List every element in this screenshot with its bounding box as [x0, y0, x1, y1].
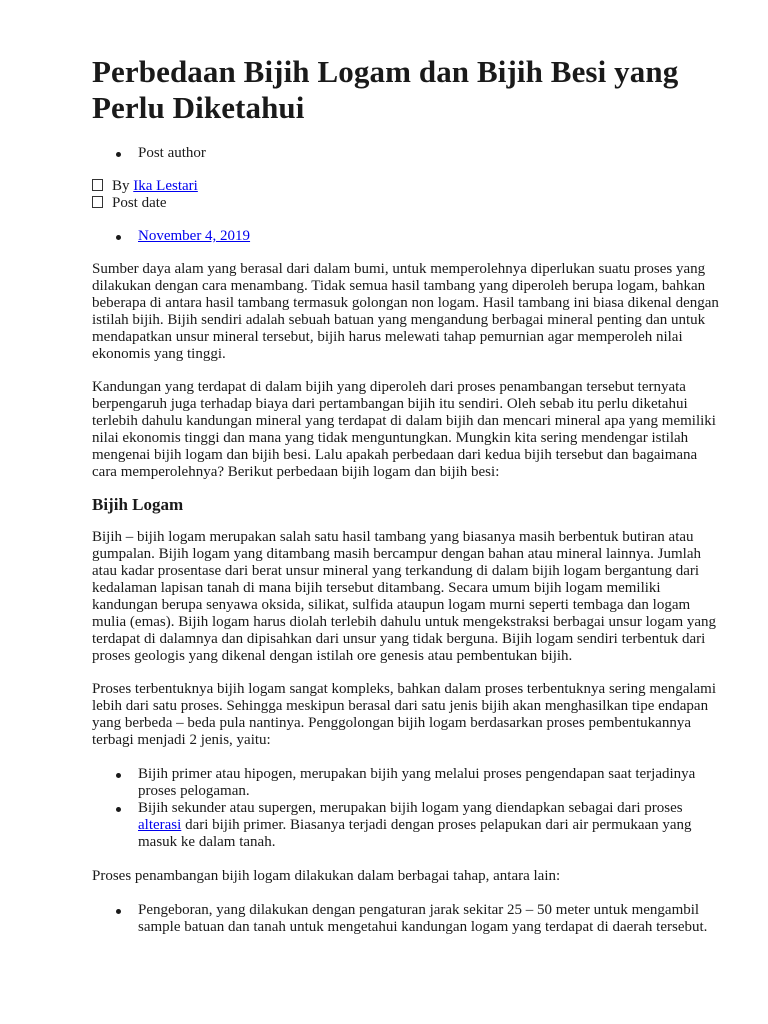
secondary-text-before: Bijih sekunder atau supergen, merupakan bijih logam yang diendapkan sebagai dari proses: [138, 800, 683, 816]
section-paragraph-1: Bijih – bijih logam merupakan salah satu hasil tambang yang biasanya masih berbentuk butiran atau gumpalan. Bijih logam yang ditambang masih bercampur dengan bahan atau mineral lainnya. Jumlah atau kadar prosentase dari berat unsur mineral yang terkandung di dalam bijih logam bergantung dari kedalaman lapisan tanah di mana bijih tersebut ditambang. Secara umum bijih logam memiliki kandungan berupa senyawa oksida, silikat, sulfida ataupun logam murni seperti tembaga dan logam mulia (emas). Bijih logam harus diolah terlebih dahulu untuk mengekstraksi berbagai unsur logam yang terdapat di dalamnya dan dipisahkan dari unsur yang tidak berguna. Bijih logam sendiri terbentuk dari proses geologis yang dikenal dengan istilah ore genesis atau pembentukan bijih.: [92, 529, 717, 664]
ore-types-list: [92, 766, 720, 851]
post-author-list: [92, 145, 720, 162]
secondary-text-after: dari bijih primer. Biasanya terjadi dengan proses pelapukan dari air permukaan yang masuk ke dalam tanah.: [138, 817, 692, 850]
post-date-list: [92, 228, 720, 245]
intro-paragraph-2: Kandungan yang terdapat di dalam bijih yang diperoleh dari proses penambangan tersebut ternyata berpengaruh juga terhadap biaya dari pertambangan bijih itu sendiri. Oleh sebab itu perlu diketahui terlebih dahulu kandungan mineral yang terdapat di dalam bijih dan mencari mineral apa yang memiliki nilai ekonomis tinggi dan mana yang tidak menguntungkan. Mungkin kita sering mendengar istilah mengenai bijih logam dan bijih besi. Lalu apakah perbedaan dari kedua bijih tersebut dan bagaimana cara memperolehnya? Berikut perbedaan bijih logam dan bijih besi:: [92, 379, 716, 480]
mining-intro: Proses penambangan bijih logam dilakukan dalam berbagai tahap, antara lain:: [92, 868, 561, 884]
post-author-label: Post author: [92, 145, 720, 162]
post-date-row: [92, 195, 720, 212]
list-item: [92, 800, 720, 851]
mining-steps-list: [92, 902, 720, 936]
list-item: Pengeboran, yang dilakukan dengan pengaturan jarak sekitar 25 – 50 meter untuk mengambil sample batuan dan tanah untuk mengetahui kandungan logam yang terdapat di daerah tersebut.: [92, 902, 720, 936]
post-date-item: [92, 228, 720, 245]
post-date-link[interactable]: November 4, 2019: [138, 228, 251, 244]
page-title: Perbedaan Bijih Logam dan Bijih Besi yang Perlu Diketahui: [92, 54, 679, 125]
alterasi-link[interactable]: alterasi: [138, 817, 182, 833]
list-item: Bijih primer atau hipogen, merupakan bijih yang melalui proses pengendapan saat terjadinya proses pelogaman.: [92, 766, 720, 800]
section-heading: Bijih Logam: [92, 495, 184, 514]
box-glyph-icon: [92, 179, 103, 191]
post-date-label: Post date: [112, 195, 167, 211]
author-link[interactable]: Ika Lestari: [133, 178, 198, 194]
intro-paragraph-1: Sumber daya alam yang berasal dari dalam bumi, untuk memperolehnya diperlukan suatu proses yang dilakukan dengan cara menambang. Tidak semua hasil tambang yang diperoleh berupa logam, bahkan beberapa di antara hasil tambang termasuk golongan non logam. Hasil tambang ini biasa dikenal dengan istilah bijih. Bijih sendiri adalah sebuah batuan yang mengandung berbagai mineral penting dan untuk mendapatkan unsur mineral tersebut, bijih harus melewati tahap pemurnian agar memperoleh nilai ekonomis yang tinggi.: [92, 261, 719, 362]
author-byline: [92, 178, 720, 195]
section-paragraph-2: Proses terbentuknya bijih logam sangat kompleks, bahkan dalam proses terbentuknya sering mengalami lebih dari satu proses. Sehingga meskipun berasal dari satu jenis bijih akan menghasilkan tipe endapan yang berbeda – beda pula nantinya. Penggolongan bijih logam berdasarkan proses pembentukannya terbagi menjadi 2 jenis, yaitu:: [92, 681, 717, 748]
box-glyph-icon: [92, 196, 103, 208]
by-prefix: By: [112, 178, 130, 194]
